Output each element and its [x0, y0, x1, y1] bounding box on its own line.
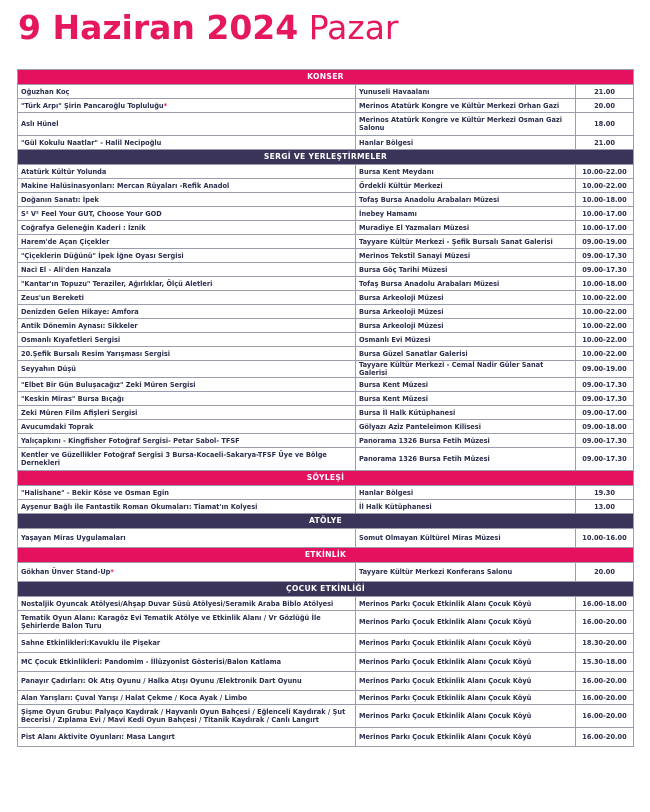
time-cell: 10.00-17.00 — [576, 207, 634, 221]
table-row — [18, 277, 634, 291]
event-name: Zeki Müren Film Afişleri Sergisi — [21, 408, 138, 417]
table-row — [18, 165, 634, 179]
event-name: S² V² Feel Your GUT, Choose Your GOD — [21, 209, 162, 218]
event-name: Nostaljik Oyuncak Atölyesi/Ahşap Duvar Süsü Atölyesi/Seramik Araba Biblo Atölyesi — [21, 599, 334, 608]
event-name: Panayır Çadırları: Ok Atış Oyunu / Halka Atışı Oyunu /Elektronik Dart Oyunu — [21, 677, 302, 685]
table-row — [18, 597, 634, 611]
venue-cell: Bursa Kent Meydanı — [356, 165, 576, 179]
venue-cell: Bursa Arkeoloji Müzesi — [356, 305, 576, 319]
time-cell: 09.00-17.00 — [576, 406, 634, 420]
time-cell: 21.00 — [576, 136, 634, 150]
time-cell: 15.30-18.00 — [576, 653, 634, 672]
event-cell — [18, 305, 356, 319]
table-row — [18, 563, 634, 582]
venue-cell: Ördekli Kültür Merkezi — [356, 179, 576, 193]
venue-cell: Panorama 1326 Bursa Fetih Müzesi — [356, 434, 576, 448]
event-cell — [18, 672, 356, 691]
venue-cell: Yunuseli Havaalanı — [356, 85, 576, 99]
event-cell — [18, 691, 356, 705]
table-row — [18, 653, 634, 672]
table-row — [18, 291, 634, 305]
venue-cell: Tofaş Bursa Anadolu Arabaları Müzesi — [356, 277, 576, 291]
table-row — [18, 392, 634, 406]
section-header — [18, 150, 634, 165]
venue-cell: Gölyazı Aziz Panteleimon Kilisesi — [356, 420, 576, 434]
event-name: "Kantar'ın Topuzu" Teraziler, Ağırlıklar, Ölçü Aletleri — [21, 279, 213, 288]
time-cell: 10.00-22.00 — [576, 179, 634, 193]
event-cell — [18, 434, 356, 448]
table-row — [18, 113, 634, 136]
event-cell — [18, 193, 356, 207]
time-cell: 10.00-18.00 — [576, 277, 634, 291]
table-row — [18, 406, 634, 420]
time-cell: 19.30 — [576, 486, 634, 500]
asterisk-mark: * — [110, 568, 114, 576]
table-row — [18, 420, 634, 434]
event-name: Yaşayan Miras Uygulamaları — [21, 534, 126, 542]
venue-cell: Bursa Kent Müzesi — [356, 392, 576, 406]
event-name: Tematik Oyun Alanı: Karagöz Evi Tematik Atölye ve Etkinlik Alanı / Vr Gözlüğü İle Şehirlerde Balon Turu — [21, 614, 321, 630]
event-cell — [18, 529, 356, 548]
time-cell: 10.00-17.00 — [576, 221, 634, 235]
venue-cell: Bursa Kent Müzesi — [356, 378, 576, 392]
venue-cell: Bursa Arkeoloji Müzesi — [356, 291, 576, 305]
event-name: Makine Halüsinasyonları: Mercan Rüyaları -Refik Anadol — [21, 181, 230, 190]
event-cell — [18, 705, 356, 728]
event-name: Zeus'un Bereketi — [21, 293, 84, 302]
venue-cell: Merinos Parkı Çocuk Etkinlik Alanı Çocuk Köyü — [356, 705, 576, 728]
schedule-table — [17, 69, 634, 747]
event-cell — [18, 249, 356, 263]
event-name: "Keskin Miras" Bursa Bıçağı — [21, 394, 124, 403]
venue-cell: Bursa Göç Tarihi Müzesi — [356, 263, 576, 277]
time-cell: 10.00-22.00 — [576, 305, 634, 319]
venue-cell: Hanlar Bölgesi — [356, 136, 576, 150]
table-row — [18, 611, 634, 634]
event-name: Coğrafya Geleneğin Kaderi : İznik — [21, 223, 146, 232]
event-name: Oğuzhan Koç — [21, 87, 70, 96]
table-row — [18, 448, 634, 471]
event-cell — [18, 486, 356, 500]
event-cell — [18, 420, 356, 434]
table-row — [18, 136, 634, 150]
table-row — [18, 333, 634, 347]
venue-cell: Merinos Parkı Çocuk Etkinlik Alanı Çocuk Köyü — [356, 611, 576, 634]
venue-cell: Merinos Parkı Çocuk Etkinlik Alanı Çocuk Köyü — [356, 672, 576, 691]
event-cell — [18, 85, 356, 99]
section-title: SERGİ VE YERLEŞTİRMELER — [18, 150, 634, 165]
time-cell: 10.00-22.00 — [576, 347, 634, 361]
time-cell: 20.00 — [576, 99, 634, 113]
table-row — [18, 486, 634, 500]
time-cell: 09.00-19.00 — [576, 361, 634, 378]
time-cell: 16.00-20.00 — [576, 705, 634, 728]
title-day: Pazar — [308, 8, 399, 47]
event-name: Avucumdaki Toprak — [21, 422, 94, 431]
event-name: Kentler ve Güzellikler Fotoğraf Sergisi 3 Bursa-Kocaeli-Sakarya-TFSF Üye ve Bölge Dernekleri — [21, 451, 327, 467]
event-cell — [18, 99, 356, 113]
event-cell — [18, 136, 356, 150]
table-row — [18, 235, 634, 249]
event-cell — [18, 500, 356, 514]
event-name: Antik Dönemin Aynası: Sikkeler — [21, 321, 138, 330]
time-cell: 09.00-19.00 — [576, 235, 634, 249]
time-cell: 09.00-17.30 — [576, 448, 634, 471]
event-cell — [18, 597, 356, 611]
event-name: "Çiçeklerin Düğünü" İpek İğne Oyası Sergisi — [21, 251, 184, 260]
venue-cell: Tayyare Kültür Merkezi - Şefik Bursalı Sanat Galerisi — [356, 235, 576, 249]
time-cell: 10.00-22.00 — [576, 291, 634, 305]
venue-cell: Merinos Tekstil Sanayi Müzesi — [356, 249, 576, 263]
table-row — [18, 634, 634, 653]
event-cell — [18, 113, 356, 136]
event-cell — [18, 634, 356, 653]
event-name: MC Çocuk Etkinlikleri: Pandomim - İllüzyonist Gösterisi/Balon Katlama — [21, 658, 282, 666]
venue-cell: Somut Olmayan Kültürel Miras Müzesi — [356, 529, 576, 548]
event-name: Aslı Hünel — [21, 120, 59, 128]
venue-cell: Merinos Parkı Çocuk Etkinlik Alanı Çocuk Köyü — [356, 653, 576, 672]
event-cell — [18, 392, 356, 406]
event-name: Gökhan Ünver Stand-Up — [21, 568, 111, 576]
asterisk-mark: * — [163, 101, 168, 110]
section-header — [18, 471, 634, 486]
time-cell: 16.00-20.00 — [576, 691, 634, 705]
event-cell — [18, 277, 356, 291]
event-cell — [18, 406, 356, 420]
table-row — [18, 672, 634, 691]
venue-cell: Tayyare Kültür Merkezi - Cemal Nadir Güler Sanat Galerisi — [356, 361, 576, 378]
table-row — [18, 691, 634, 705]
time-cell: 16.00-20.00 — [576, 728, 634, 747]
event-name: Şişme Oyun Grubu: Palyaço Kaydırak / Hayvanlı Oyun Bahçesi / Eğlenceli Kaydırak / Şut Becerisi / Zıplama Evi / Mavi Kedi Oyun Bahçesi / Titanik Kaydırak / Canlı Langırt — [21, 708, 346, 724]
table-row — [18, 193, 634, 207]
time-cell: 18.30-20.00 — [576, 634, 634, 653]
event-cell — [18, 611, 356, 634]
table-row — [18, 500, 634, 514]
event-name: "Halishane" - Bekir Köse ve Osman Egin — [21, 488, 169, 497]
venue-cell: Bursa Güzel Sanatlar Galerisi — [356, 347, 576, 361]
table-row — [18, 347, 634, 361]
venue-cell: İl Halk Kütüphanesi — [356, 500, 576, 514]
time-cell: 16.00-18.00 — [576, 597, 634, 611]
event-cell — [18, 378, 356, 392]
event-name: Alan Yarışları: Çuval Yarışı / Halat Çekme / Koca Ayak / Limbo — [21, 693, 248, 702]
venue-cell: Merinos Parkı Çocuk Etkinlik Alanı Çocuk Köyü — [356, 597, 576, 611]
time-cell: 09.00-17.30 — [576, 392, 634, 406]
table-row — [18, 434, 634, 448]
event-name: Ayşenur Bağlı ile Fantastik Roman Okumaları: Tiamat'ın Kolyesi — [21, 502, 258, 511]
event-cell — [18, 347, 356, 361]
time-cell: 10.00-22.00 — [576, 333, 634, 347]
venue-cell: Tayyare Kültür Merkezi Konferans Salonu — [356, 563, 576, 582]
event-name: Pist Alanı Aktivite Oyunları: Masa Langırt — [21, 733, 175, 741]
time-cell: 09.00-17.30 — [576, 263, 634, 277]
venue-cell: Bursa İl Halk Kütüphanesi — [356, 406, 576, 420]
event-cell — [18, 361, 356, 378]
event-name: Osmanlı Kıyafetleri Sergisi — [21, 335, 121, 344]
table-row — [18, 85, 634, 99]
time-cell: 20.00 — [576, 563, 634, 582]
table-row — [18, 207, 634, 221]
table-row — [18, 529, 634, 548]
event-name: "Gül Kokulu Naatlar" - Halil Necipoğlu — [21, 138, 162, 147]
venue-cell: Osmanlı Evi Müzesi — [356, 333, 576, 347]
section-title: ATÖLYE — [18, 514, 634, 529]
venue-cell: Merinos Parkı Çocuk Etkinlik Alanı Çocuk Köyü — [356, 691, 576, 705]
event-name: Yalıçapkını - Kingfisher Fotoğraf Sergisi- Petar Sabol- TFSF — [21, 436, 240, 445]
title-date: 9 Haziran 2024 — [18, 8, 299, 47]
time-cell: 16.00-20.00 — [576, 672, 634, 691]
event-name: "Elbet Bir Gün Buluşacağız" Zeki Müren Sergisi — [21, 380, 196, 389]
event-cell — [18, 448, 356, 471]
table-row — [18, 378, 634, 392]
venue-cell: Hanlar Bölgesi — [356, 486, 576, 500]
table-row — [18, 319, 634, 333]
event-cell — [18, 563, 356, 582]
event-name: "Türk Arpı" Şirin Pancaroğlu Topluluğu — [21, 101, 164, 110]
table-row — [18, 305, 634, 319]
time-cell: 09.00-17.30 — [576, 249, 634, 263]
venue-cell: Merinos Parkı Çocuk Etkinlik Alanı Çocuk Köyü — [356, 634, 576, 653]
table-row — [18, 263, 634, 277]
table-row — [18, 705, 634, 728]
event-cell — [18, 207, 356, 221]
event-cell — [18, 235, 356, 249]
section-title: ETKİNLİK — [18, 548, 634, 563]
table-row — [18, 99, 634, 113]
table-row — [18, 179, 634, 193]
event-name: Atatürk Kültür Yolunda — [21, 167, 107, 176]
event-cell — [18, 179, 356, 193]
table-row — [18, 249, 634, 263]
venue-cell: Muradiye El Yazmaları Müzesi — [356, 221, 576, 235]
section-title: ÇOCUK ETKİNLİĞİ — [18, 582, 634, 597]
event-cell — [18, 221, 356, 235]
venue-cell: Merinos Atatürk Kongre ve Kültür Merkezi Osman Gazi Salonu — [356, 113, 576, 136]
event-name: Seyyahın Düşü — [21, 365, 76, 373]
event-cell — [18, 263, 356, 277]
event-name: Denizden Gelen Hikaye: Amfora — [21, 307, 139, 316]
venue-cell: Bursa Arkeoloji Müzesi — [356, 319, 576, 333]
venue-cell: Merinos Atatürk Kongre ve Kültür Merkezi Orhan Gazi — [356, 99, 576, 113]
event-name: Sahne Etkinlikleri:Kavuklu ile Pişekar — [21, 639, 161, 647]
event-name: Harem'de Açan Çiçekler — [21, 237, 110, 246]
table-row — [18, 361, 634, 378]
section-header — [18, 514, 634, 529]
table-row — [18, 221, 634, 235]
time-cell: 21.00 — [576, 85, 634, 99]
page-title — [18, 6, 399, 50]
event-cell — [18, 291, 356, 305]
venue-cell: Tofaş Bursa Anadolu Arabaları Müzesi — [356, 193, 576, 207]
schedule-body — [18, 70, 634, 747]
time-cell: 16.00-20.00 — [576, 611, 634, 634]
time-cell: 18.00 — [576, 113, 634, 136]
time-cell: 10.00-18.00 — [576, 193, 634, 207]
time-cell: 13.00 — [576, 500, 634, 514]
venue-cell: İnebey Hamamı — [356, 207, 576, 221]
table-row — [18, 728, 634, 747]
event-name: 20.Şefik Bursalı Resim Yarışması Sergisi — [21, 349, 171, 358]
venue-cell: Panorama 1326 Bursa Fetih Müzesi — [356, 448, 576, 471]
event-name: Naci El - Ali'den Hanzala — [21, 265, 112, 274]
event-cell — [18, 319, 356, 333]
venue-cell: Merinos Parkı Çocuk Etkinlik Alanı Çocuk Köyü — [356, 728, 576, 747]
event-cell — [18, 165, 356, 179]
event-cell — [18, 728, 356, 747]
time-cell: 10.00-16.00 — [576, 529, 634, 548]
section-header — [18, 70, 634, 85]
section-header — [18, 548, 634, 563]
time-cell: 10.00-22.00 — [576, 319, 634, 333]
section-title: SÖYLEŞİ — [18, 471, 634, 486]
event-cell — [18, 653, 356, 672]
event-name: Doğanın Sanatı: İpek — [21, 195, 99, 204]
section-header — [18, 582, 634, 597]
event-cell — [18, 333, 356, 347]
time-cell: 09.00-18.00 — [576, 420, 634, 434]
time-cell: 09.00-17.30 — [576, 434, 634, 448]
time-cell: 09.00-17.30 — [576, 378, 634, 392]
time-cell: 10.00-22.00 — [576, 165, 634, 179]
section-title: KONSER — [18, 70, 634, 85]
